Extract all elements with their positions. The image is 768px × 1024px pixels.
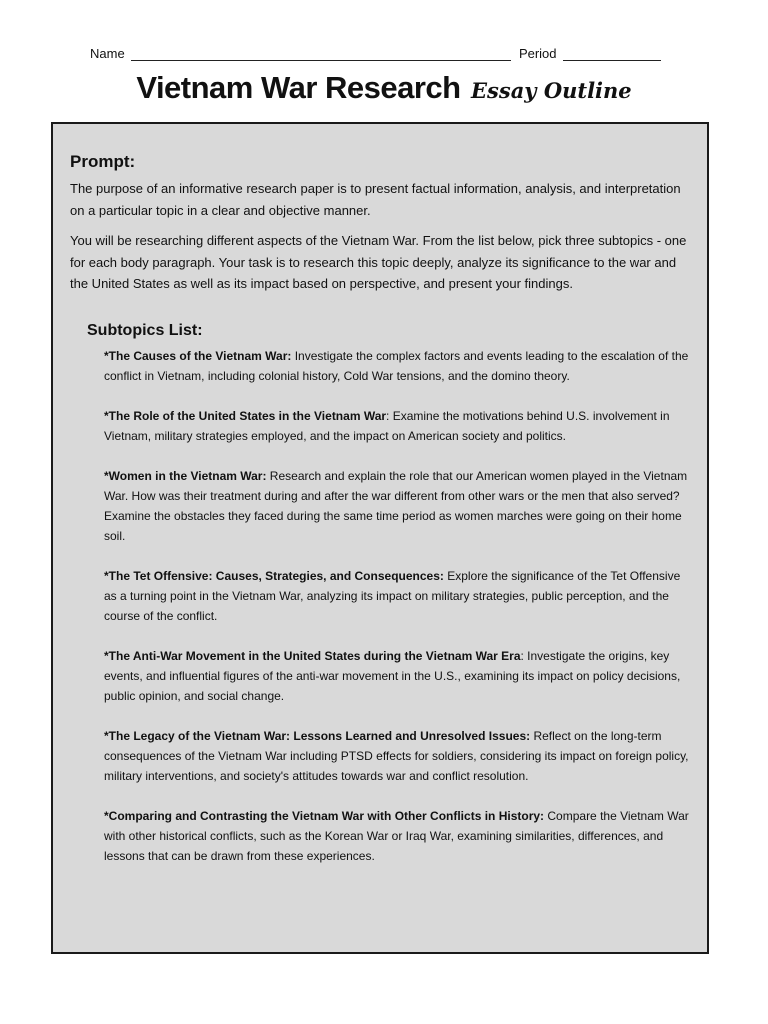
subtopics-heading: Subtopics List:	[87, 322, 203, 339]
period-field[interactable]	[563, 48, 661, 61]
page-title	[0, 70, 768, 106]
subtopic-item	[104, 466, 694, 546]
prompt-paragraph-2: You will be researching different aspects of the Vietnam War. From the list below, pick three subtopics - one for each body paragraph. Your task is to research this topic deeply, analyze its significance to the war and the United States as well as its impact based on perspective, and present your findings.	[70, 233, 687, 291]
subtopic-item	[104, 646, 694, 706]
subtopic-item	[104, 726, 694, 786]
subtopic-title: *The Tet Offensive: Causes, Strategies, and Consequences:	[104, 569, 444, 583]
period-label: Period	[518, 46, 557, 61]
name-label: Name	[90, 46, 125, 61]
subtopic-text: : Examine the motivations behind U.S. involvement in Vietnam, military strategies employed, and the impact on American society and politics.	[104, 409, 670, 443]
subtopic-text: Compare the Vietnam War with other historical conflicts, such as the Korean War or Iraq War, examining similarities, differences, and lessons that can be drawn from these experiences.	[104, 809, 689, 863]
title-main: Vietnam War Research	[136, 70, 461, 105]
subtopic-title: *The Causes of the Vietnam War:	[104, 349, 292, 363]
subtopic-item	[104, 566, 694, 626]
subtopic-item	[104, 806, 694, 866]
prompt-heading: Prompt:	[70, 152, 136, 171]
subtopic-title: *The Legacy of the Vietnam War: Lessons Learned and Unresolved Issues:	[104, 729, 531, 743]
subtopic-text: Investigate the complex factors and events leading to the escalation of the conflict in Vietnam, including colonial history, Cold War tensions, and the domino theory.	[104, 349, 689, 383]
subtopic-text: Explore the significance of the Tet Offensive as a turning point in the Vietnam War, analyzing its impact on military strategies, public perception, and the course of the conflict.	[104, 569, 681, 623]
name-field[interactable]	[131, 48, 511, 61]
subtopic-text: Research and explain the role that our American women played in the Vietnam War. How was their treatment during and after the war different from other wars or the men that also served? Examine the obstacles they faced during the same time period as women marches were going on their home soil.	[104, 469, 688, 543]
subtopic-item	[104, 346, 694, 386]
content-box	[51, 122, 709, 954]
subtopic-title: *The Role of the United States in the Vietnam War	[104, 409, 387, 423]
subtopic-text: Reflect on the long-term consequences of the Vietnam War including PTSD effects for soldiers, considering its impact on foreign policy, military interventions, and society's attitudes towards war and conflict resolution.	[104, 729, 689, 783]
subtopic-text: : Investigate the origins, key events, and influential figures of the anti-war movement in the U.S., examining its impact on policy decisions, public opinion, and social change.	[104, 649, 681, 703]
subtopic-title: *The Anti-War Movement in the United States during the Vietnam War Era	[104, 649, 521, 663]
subtopic-item	[104, 406, 694, 446]
title-subtitle: Essay Outline	[471, 78, 632, 103]
subtopic-title: *Women in the Vietnam War:	[104, 469, 267, 483]
student-info-line	[90, 46, 670, 64]
prompt-paragraph-1: The purpose of an informative research paper is to present factual information, analysis, and interpretation on a particular topic in a clear and objective manner.	[70, 181, 681, 218]
subtopic-title: *Comparing and Contrasting the Vietnam War with Other Conflicts in History:	[104, 809, 545, 823]
